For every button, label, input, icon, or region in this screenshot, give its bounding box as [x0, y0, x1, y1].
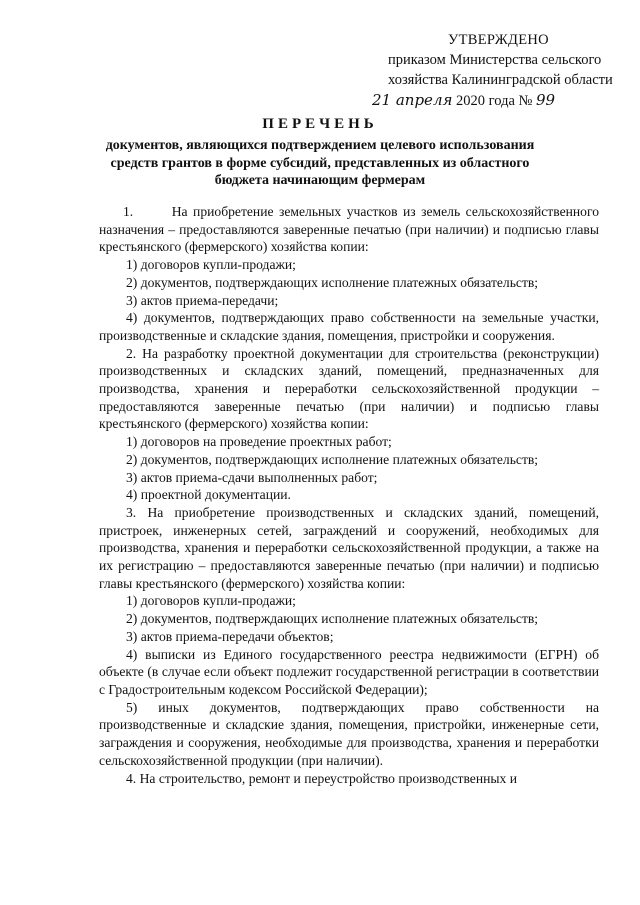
list-item: 1) договоров купли-продажи; — [126, 593, 296, 609]
list-item: 5) иных документов, подтверждающих право собственности на производственные и складские здания, помещения, пристройки, инженерные сети, заграждения и сооружения, необходимые для производства, хранения и переработки сельскохозяйственной продукции (при наличии). — [99, 699, 599, 768]
list-item: 2) документов, подтверждающих исполнение платежных обязательств; — [126, 451, 539, 467]
list-item: 3) актов приема-передачи; — [126, 292, 279, 308]
approval-year: 2020 года № — [456, 93, 533, 109]
document-subtitle: документов, являющихся подтверждением целевого использования средств грантов в форме субсидий, представленных из областного бюджета начинающим фермерам — [105, 138, 535, 188]
approval-date-line — [372, 90, 624, 111]
list-item: 1) договоров на проведение проектных работ; — [126, 434, 392, 450]
list-item: 1) договоров купли-продажи; — [126, 257, 296, 273]
section-paragraph: 3. На приобретение производственных и складских зданий, помещений, пристроек, инженерных сетей, заграждений и сооружений, необходимых для производства, хранения и переработки сельскохозяйственной продукции, а также на их регистрацию – предоставляются заверенные печатью (при наличии) и подписью главы крестьянского (фермерского) хозяйства копии: — [99, 504, 599, 591]
handwritten-date: 21 апреля — [372, 91, 453, 109]
approval-stamp — [372, 30, 624, 111]
handwritten-number: 99 — [536, 91, 556, 109]
section-paragraph: 4. На строительство, ремонт и переустройство производственных и — [126, 770, 517, 786]
document-body — [99, 203, 599, 787]
list-item: 4) проектной документации. — [126, 487, 291, 503]
document-title: ПЕРЕЧЕНЬ — [262, 116, 378, 132]
list-item: 4) выписки из Единого государственного реестра недвижимости (ЕГРН) об объекте (в случае если объект подлежит государственной регистрации в соответствии с Градостроительным кодексом Российской Федерации); — [99, 646, 599, 697]
list-item: 2) документов, подтверждающих исполнение платежных обязательств; — [126, 611, 539, 627]
approval-line-2: хозяйства Калининградской области — [388, 72, 613, 88]
approval-line-1: приказом Министерства сельского — [388, 52, 602, 68]
list-item: 3) актов приема-передачи объектов; — [126, 628, 334, 644]
section-paragraph: 1. На приобретение земельных участков из земель сельскохозяйственного назначения – предоставляются заверенные печатью (при наличии) и подписью главы крестьянского (фермерского) хозяйства копии: — [99, 204, 599, 255]
section-paragraph: 2. На разработку проектной документации для строительства (реконструкции) производственных и складских зданий, помещений, предназначенных для производства, хранения и переработки сельскохозяйственной продукции – предоставляются заверенные печатью (при наличии) и подписью главы крестьянского (фермерского) хозяйства копии: — [99, 345, 599, 432]
list-item: 3) актов приема-сдачи выполненных работ; — [126, 469, 378, 485]
list-item: 4) документов, подтверждающих право собственности на земельные участки, производственные и складские здания, помещения, пристройки и сооружения. — [99, 310, 599, 343]
list-item: 2) документов, подтверждающих исполнение платежных обязательств; — [126, 274, 539, 290]
approval-title: УТВЕРЖДЕНО — [448, 32, 549, 48]
